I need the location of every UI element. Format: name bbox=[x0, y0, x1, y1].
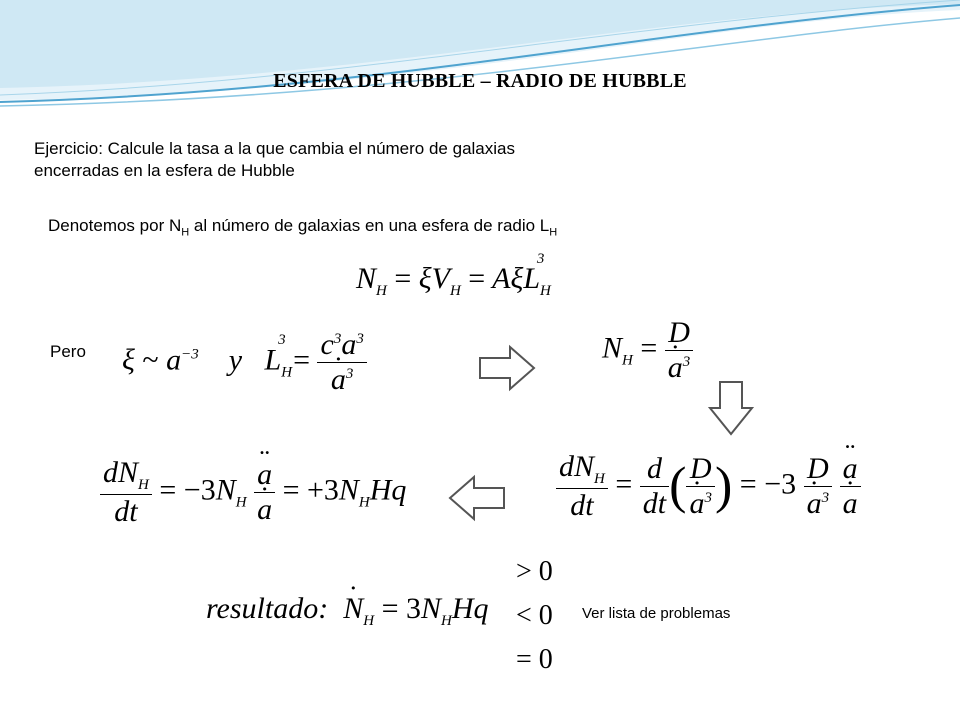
right-arrow-icon bbox=[478, 344, 538, 392]
exercise-line-1: Ejercicio: Calcule la tasa a la que cambia el número de galaxias bbox=[34, 139, 515, 158]
resultado-label: resultado: bbox=[206, 592, 329, 625]
equation-resultado: resultado: ˙ $N_H = 3N_HHq$ bbox=[206, 592, 489, 630]
equation-nh-d: $N_H$ = D ˙ $a^3$ bbox=[602, 316, 693, 385]
equation-derivative-left: $\frac{dN_H}{dt}$ = $-3N_H$ ¨ a ˙ a = $+3N_HHq$ bbox=[100, 456, 406, 529]
ver-lista-link: Ver lista de problemas bbox=[582, 605, 731, 622]
condition-list bbox=[516, 550, 553, 682]
denote-text-2: al número de galaxias en una esfera de radio L bbox=[189, 216, 550, 235]
header-wave-decoration bbox=[0, 0, 960, 110]
exercise-line-2: encerradas en la esfera de Hubble bbox=[34, 161, 295, 180]
equation-nh-definition: $N_H = \xi V_H = A\xi L_H^3$ bbox=[356, 251, 551, 299]
denote-text-1: Denotemos por N bbox=[48, 216, 182, 235]
denote-sub-1: H bbox=[181, 226, 190, 239]
condition-zero: = 0 bbox=[516, 644, 553, 675]
condition-positive: > 0 bbox=[516, 556, 553, 587]
exercise-text bbox=[34, 138, 515, 182]
equation-xi-lh: ξ ~ $a^{-3}$ y $L_H^3$ = $c^3a^3$ ˙ $a^3$ bbox=[122, 328, 367, 397]
denote-sub-2: H bbox=[549, 226, 558, 239]
denote-text bbox=[48, 216, 557, 238]
left-arrow-icon bbox=[446, 474, 506, 522]
slide-title: ESFERA DE HUBBLE – RADIO DE HUBBLE bbox=[273, 70, 687, 92]
condition-negative: < 0 bbox=[516, 600, 553, 631]
equation-derivative-right: $\frac{dN_H}{dt}$ = $\frac{d}{dt}$ ( D ˙ $a^3$ ) = −3 D ˙ $a^3$ ¨ a ˙ a bbox=[556, 450, 861, 523]
pero-label: Pero bbox=[50, 342, 86, 361]
down-arrow-icon bbox=[708, 380, 754, 436]
